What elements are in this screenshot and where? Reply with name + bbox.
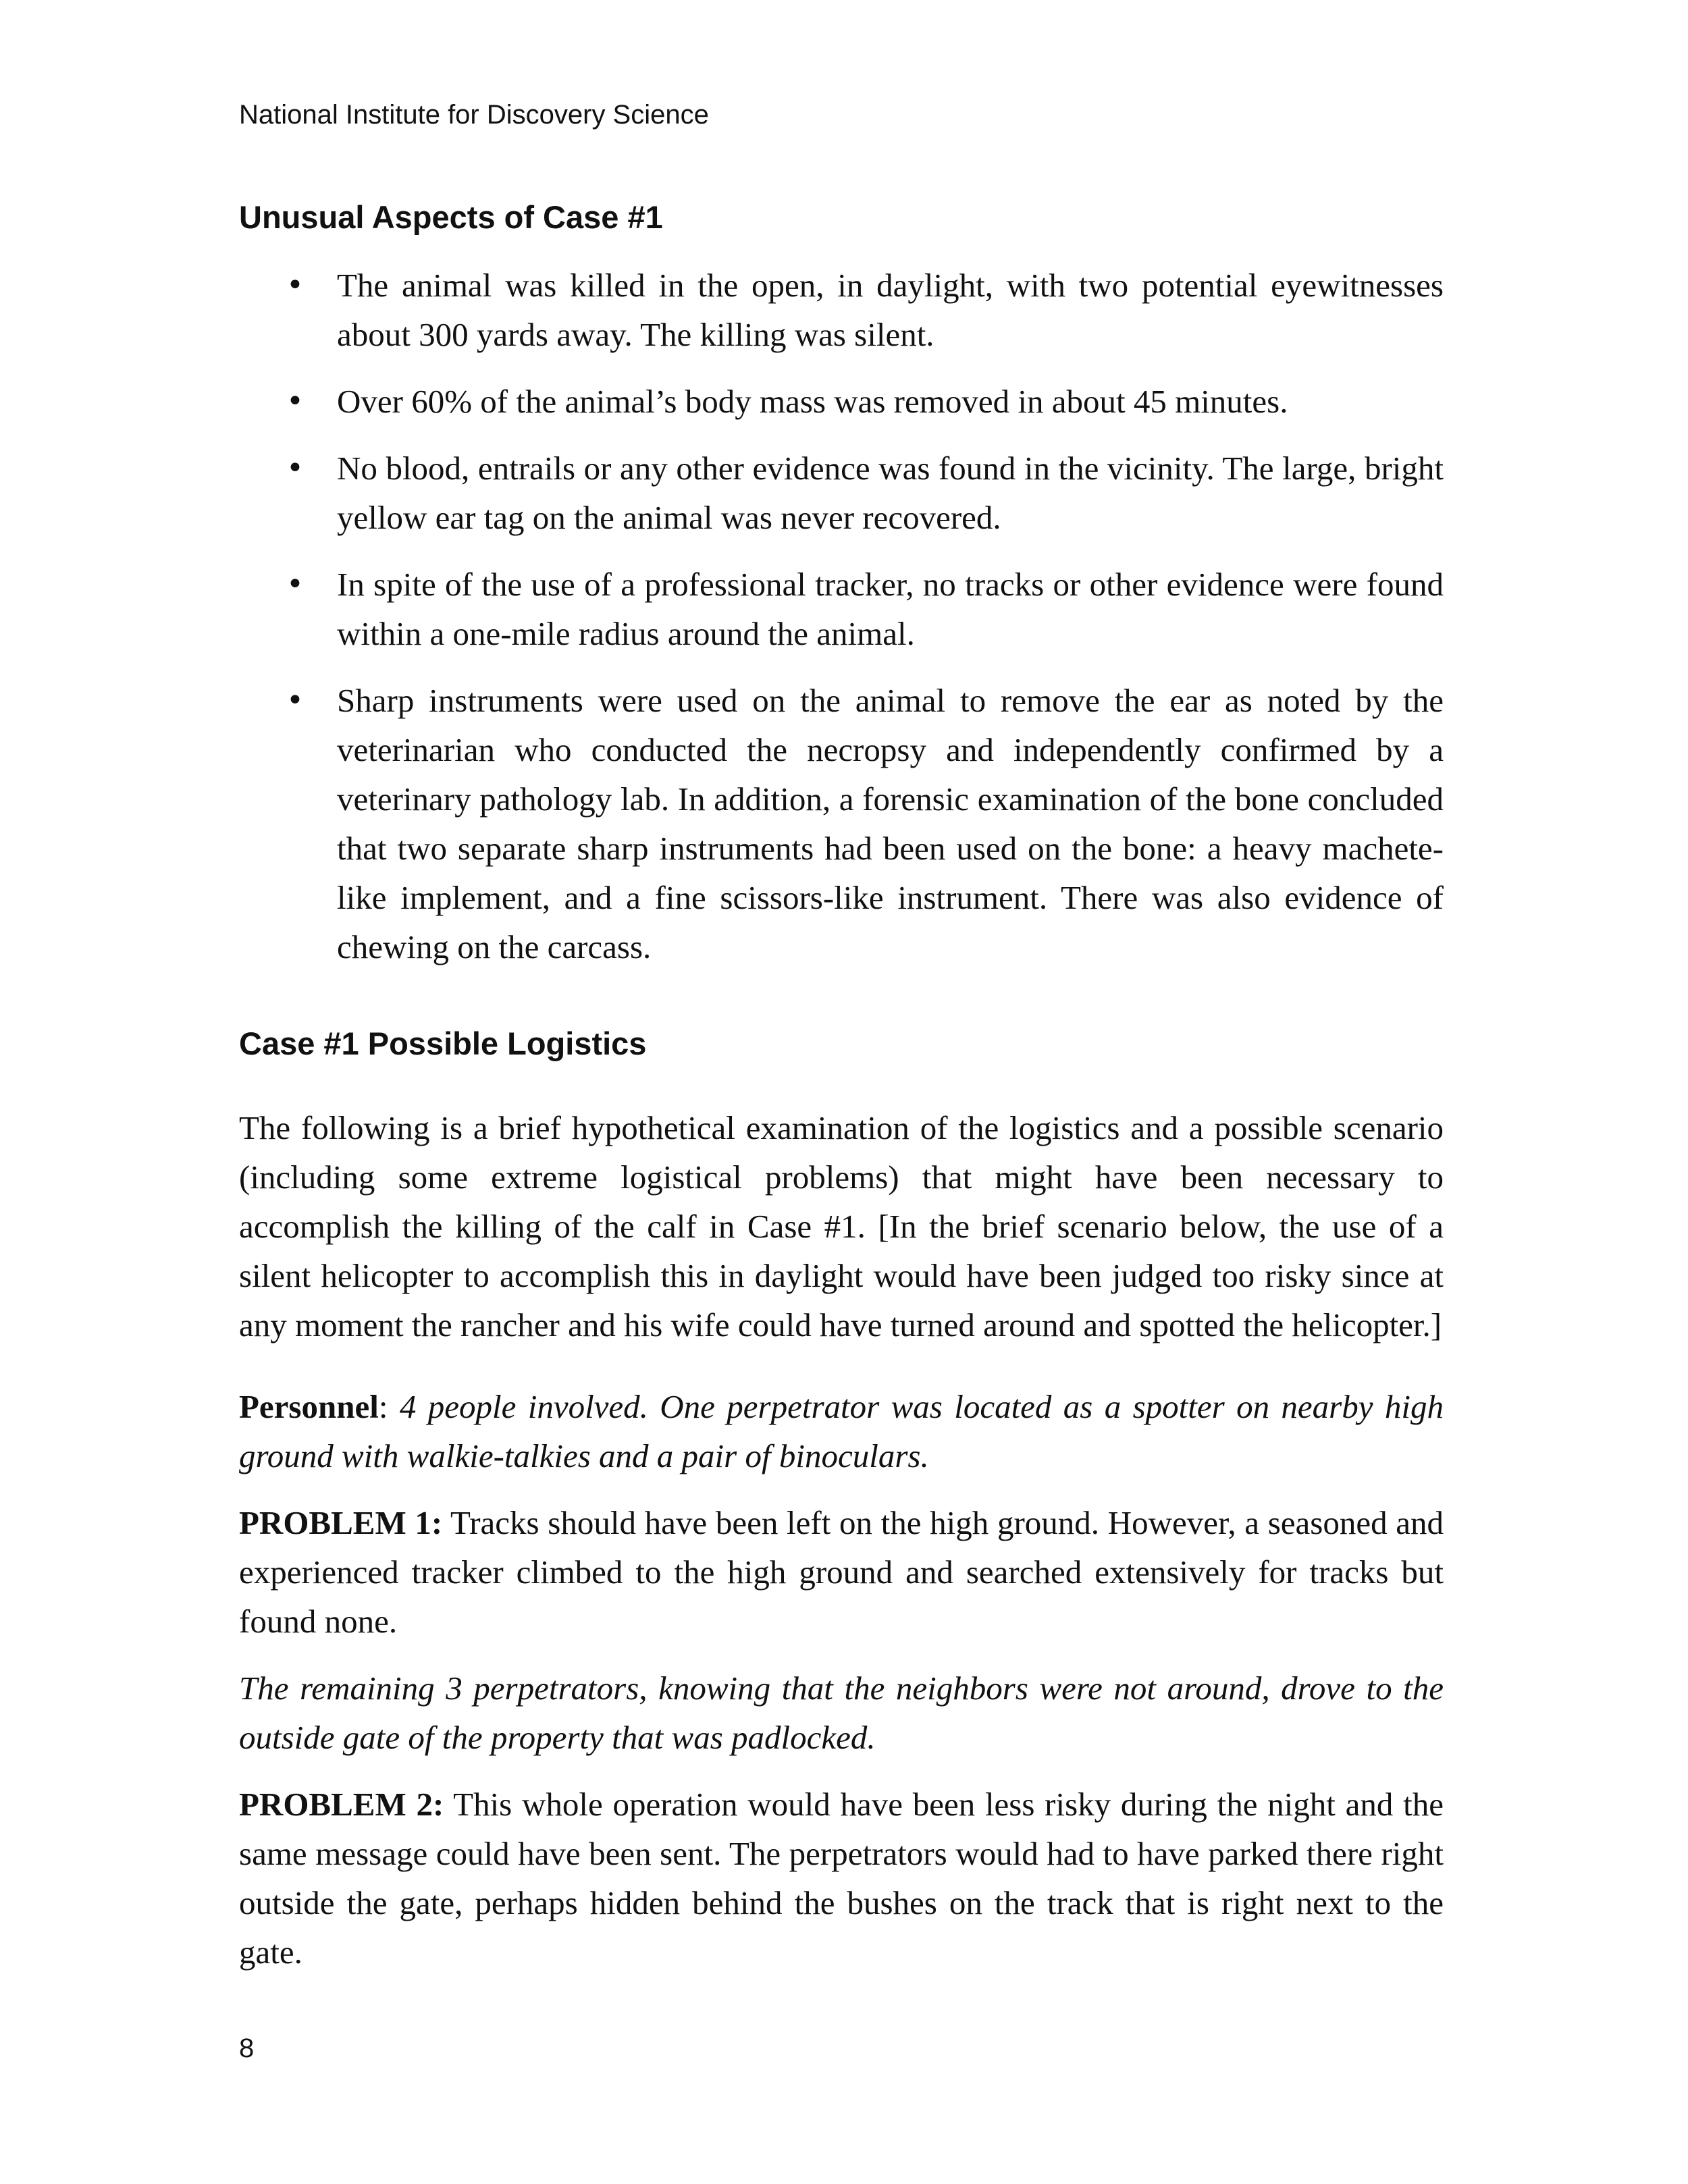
section-heading-unusual-aspects: Unusual Aspects of Case #1 [239,199,663,235]
page-number: 8 [239,2033,255,2063]
list-item [239,676,1444,971]
problem-2-paragraph [239,1780,1444,1977]
list-item [239,261,1444,359]
running-header: National Institute for Discovery Science [239,100,709,130]
remaining-perpetrators-paragraph: The remaining 3 perpetrators, knowing that the neighbors were not around, drove to the outside gate of the property that was padlocked. [239,1670,1444,1756]
personnel-text: 4 people involved. One perpetrator was located as a spotter on nearby high ground with walkie-talkies and a pair of binoculars. [239,1388,1444,1474]
problem-2-label: PROBLEM 2: [239,1786,444,1823]
problem-1-paragraph [239,1498,1444,1646]
list-item-text: No blood, entrails or any other evidence was found in the vicinity. The large, bright yellow ear tag on the animal was never recovered. [337,450,1444,536]
problem-1-text: Tracks should have been left on the high ground. However, a seasoned and experienced tracker climbed to the high ground and searched extensively for tracks but found none. [239,1504,1444,1640]
list-item-text: In spite of the use of a professional tracker, no tracks or other evidence were found within a one-mile radius around the animal. [337,566,1444,652]
bullet-icon: • [286,451,304,485]
unusual-aspects-list [239,261,1444,989]
bullet-icon: • [286,683,304,718]
bullet-icon: • [286,268,304,302]
bullet-icon: • [286,384,304,419]
logistics-intro-paragraph: The following is a brief hypothetical examination of the logistics and a possible scenario (including some extreme logistical problems) that might have been necessary to accomplish the killing of the calf in Case #1. [In the brief scenario below, the use of a silent helicopter to accomplish this in daylight would have been judged too risky since at any moment the rancher and his wife could have turned around and spotted the helicopter.] [239,1109,1444,1343]
list-item [239,377,1444,426]
problem-1-label: PROBLEM 1: [239,1504,443,1541]
list-item-text: Sharp instruments were used on the animal to remove the ear as noted by the veterinarian who conducted the necropsy and independently confirmed by a veterinary pathology lab. In addition, a forensic examination of the bone concluded that two separate sharp instruments had been used on the bone: a heavy machete-like implement, and a fine scissors-like instrument. There was also evidence of chewing on the carcass. [337,682,1444,965]
list-item [239,560,1444,658]
section-heading-possible-logistics: Case #1 Possible Logistics [239,1026,647,1061]
list-item-text: The animal was killed in the open, in daylight, with two potential eyewitnesses about 300 yards away. The killing was silent. [337,267,1444,353]
personnel-paragraph [239,1382,1444,1481]
personnel-label: Personnel [239,1388,379,1425]
bullet-icon: • [286,567,304,602]
list-item [239,444,1444,542]
personnel-separator: : [378,1388,400,1425]
problem-2-text: This whole operation would have been less risky during the night and the same message could have been sent. The perpetrators would had to have parked there right outside the gate, perhaps hidden behind the bushes on the track that is right next to the gate. [239,1786,1444,1971]
list-item-text: Over 60% of the animal’s body mass was removed in about 45 minutes. [337,383,1288,420]
